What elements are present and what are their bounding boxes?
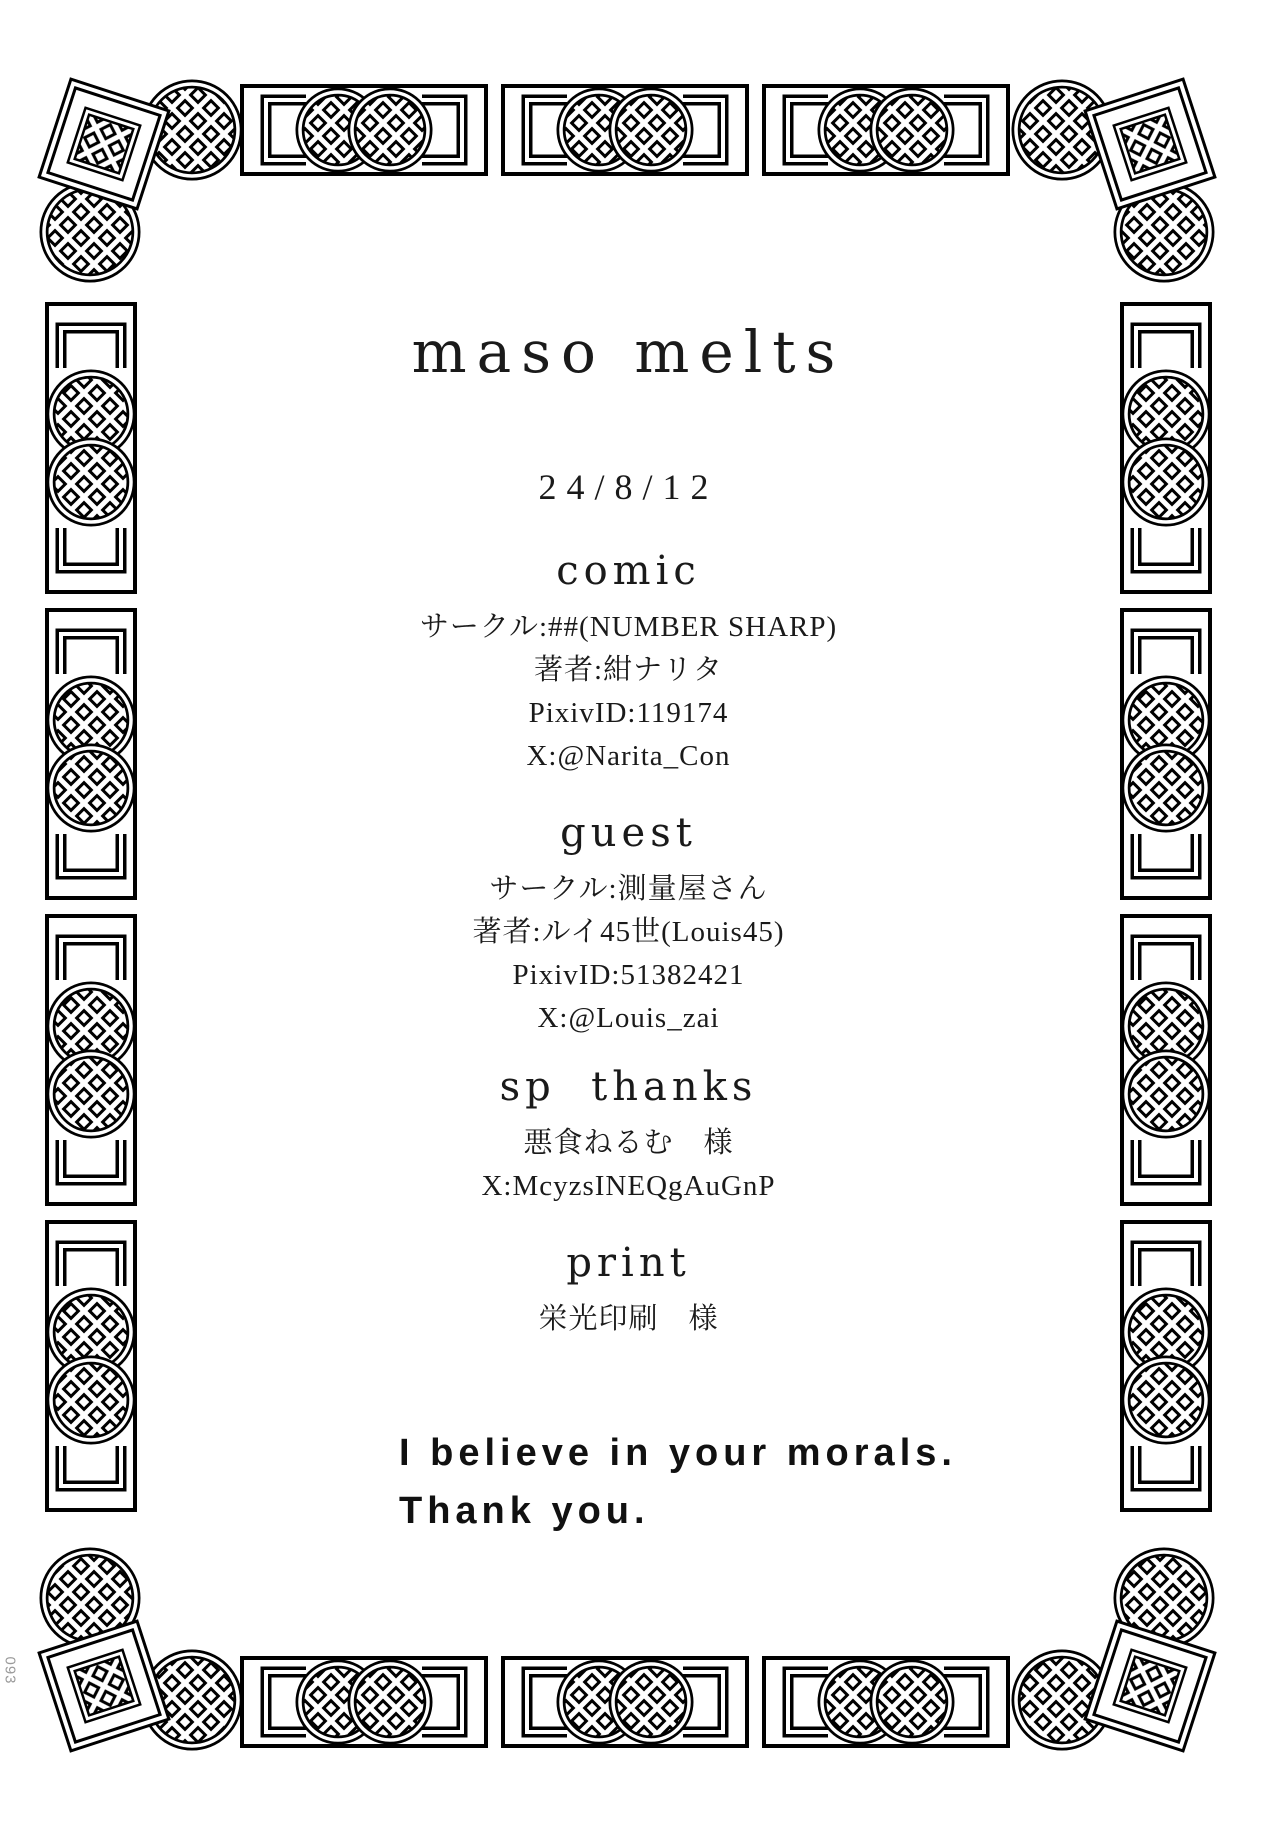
closing-message-line: Thank you. <box>399 1490 650 1532</box>
section-print-heading: print <box>566 1240 691 1286</box>
section-comic-heading: comic <box>556 548 701 594</box>
credit-line: X:@Louis_zai <box>537 1002 720 1034</box>
credit-line: 悪食ねるむ 様 <box>523 1127 734 1159</box>
credit-line: 著者:ルイ45世(Louis45) <box>472 916 785 948</box>
credit-line: X:McyzsINEQgAuGnP <box>481 1170 776 1202</box>
credit-line: PixivID:119174 <box>528 697 729 729</box>
closing-message <box>399 1424 957 1540</box>
closing-message-line: I believe in your morals. <box>399 1432 957 1474</box>
section-comic <box>137 548 1120 778</box>
credit-line: X:@Narita_Con <box>526 740 731 772</box>
credit-line: サークル:測量屋さん <box>489 873 768 905</box>
section-special-thanks-heading: sp thanks <box>499 1064 758 1110</box>
colophon-content <box>137 0 1120 1829</box>
credit-line: サークル:##(NUMBER SHARP) <box>419 611 838 643</box>
section-print <box>137 1240 1120 1341</box>
section-guest <box>137 810 1120 1040</box>
credit-line: 著者:紺ナリタ <box>533 654 724 686</box>
page-number: 093 <box>1 1656 19 1685</box>
credit-line: 栄光印刷 様 <box>538 1303 719 1335</box>
release-date: 24/8/12 <box>538 467 719 507</box>
section-special-thanks <box>137 1064 1120 1208</box>
page-title: maso melts <box>411 318 846 386</box>
credit-line: PixivID:51382421 <box>512 959 745 991</box>
section-guest-heading: guest <box>560 810 697 856</box>
